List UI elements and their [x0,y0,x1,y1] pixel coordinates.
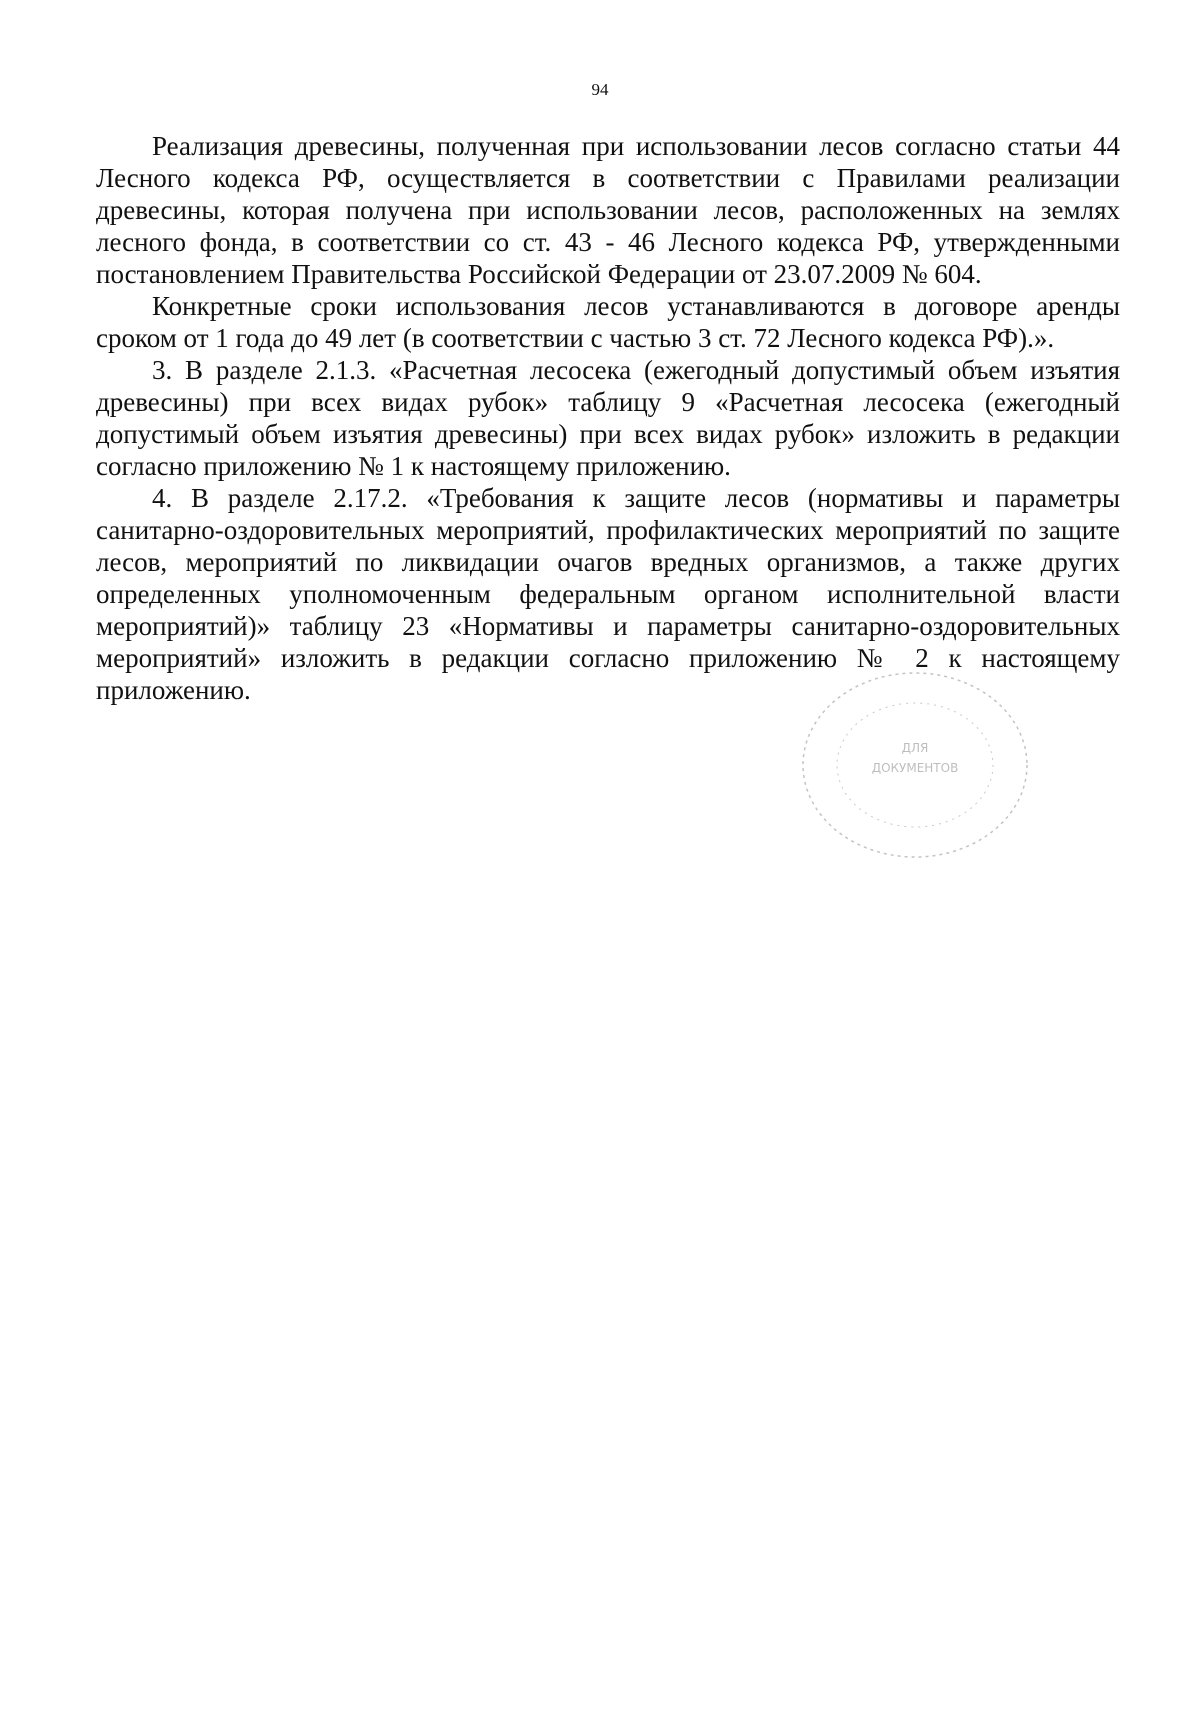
paragraph-item-4: 4. В разделе 2.17.2. «Требования к защите лесов (нормативы и параметры санитарно-оздоровительных мероприятий, профилактических мероприятий по защите лесов, мероприятий по ликвидации очагов вредных организмов, а также других определенных уполномоченным федеральным органом исполнительной власти мероприятий)» таблицу 23 «Нормативы и параметры санитарно-оздоровительных мероприятий» изложить в редакции согласно приложению № 2 к настоящему приложению. [96,483,1120,705]
paragraph-item-3: 3. В разделе 2.1.3. «Расчетная лесосека (ежегодный допустимый объем изъятия древесины) при всех видах рубок» таблицу 9 «Расчетная лесосека (ежегодный допустимый объем изъятия древесины) при всех видах рубок» изложить в редакции согласно приложению № 1 к настоящему приложению. [96,355,1120,481]
official-seal-stamp [790,660,1040,870]
paragraph-timber-sale: Реализация древесины, полученная при использовании лесов согласно статьи 44 Лесного кодекса РФ, осуществляется в соответствии с Правилами реализации древесины, которая получена при использовании лесов, расположенных на землях лесного фонда, в соответствии со ст. 43 - 46 Лесного кодекса РФ, утвержденными постановлением Правительства Российской Федерации от 23.07.2009 № 604. [96,131,1120,289]
paragraph-lease-terms: Конкретные сроки использования лесов устанавливаются в договоре аренды сроком от 1 года до 49 лет (в соответствии с частью 3 ст. 72 Лесного кодекса РФ).». [96,291,1120,353]
stamp-text-line1: ДЛЯ [901,741,929,755]
stamp-text-line2: ДОКУМЕНТОВ [871,761,959,775]
document-body [96,130,1120,706]
page-number: 94 [591,80,609,99]
